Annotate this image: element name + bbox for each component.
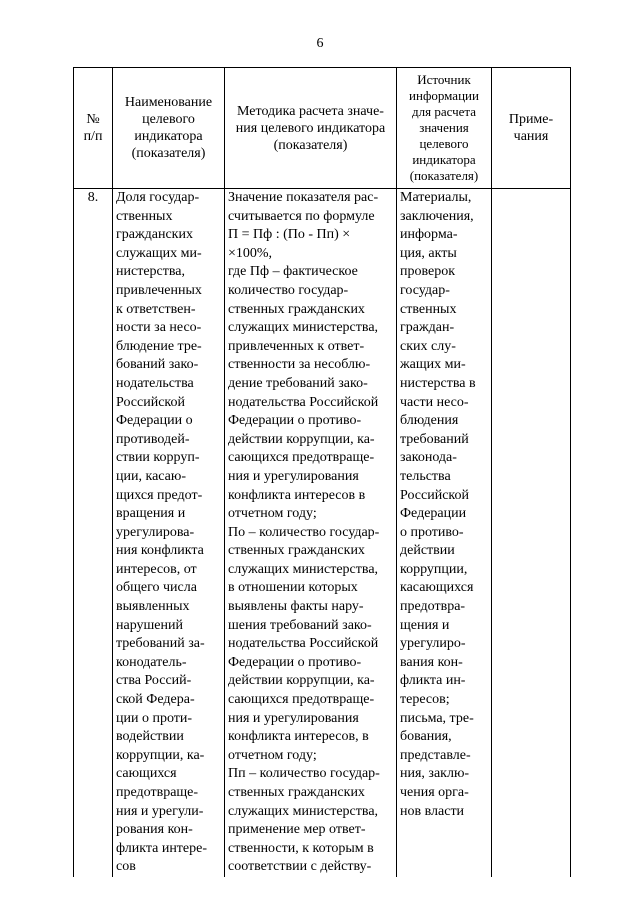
row-number-cell: 8. bbox=[74, 189, 113, 877]
header-notes: Приме- чания bbox=[492, 68, 571, 189]
table-row bbox=[74, 189, 571, 877]
page-number: 6 bbox=[316, 36, 324, 51]
calculation-method-cell: Значение показателя рас- считывается по формуле П = Пф : (По - Пп) × ×100%, где Пф – фактическое количество государ- ственных гражданских служащих министерства, привлеченных к ответ- ственности за несоблю- дение требований зако- нодательства Российской Федерации о противо- действии коррупции, ка- сающихся предотвраще- ния и урегулирования конфликта интересов в отчетном году; По – количество государ- ственных гражданских служащих министерства, в отношении которых выявлены факты нару- шения требований зако- нодательства Российской Федерации о противо- действии коррупции, ка- сающихся предотвраще- ния и урегулирования конфликта интересов, в отчетном году; Пп – количество государ- ственных гражданских служащих министерства, применение мер ответ- ственности, к которым в соответствии с действу- bbox=[225, 189, 397, 877]
information-source-cell: Материалы, заключения, информа- ция, акты проверок государ- ственных граждан- ских слу- жащих ми- нистерства в части несо- блюдения требований законода- тельства Российской Федерации о противо- действии коррупции, касающихся предотвра- щения и урегулиро- вания кон- фликта ин- тересов; письма, тре- бования, представле- ния, заклю- чения орга- нов власти bbox=[397, 189, 492, 877]
indicator-name-cell: Доля государ- ственных гражданских служащих ми- нистерства, привлеченных к ответствен- ности за несо- блюдение тре- бований зако- нодательства Российской Федерации о противодей- ствии корруп- ции, касаю- щихся предот- вращения и урегулирова- ния конфликта интересов, от общего числа выявленных нарушений требований за- конодатель- ства Россий- ской Федера- ции о проти- водействии коррупции, ка- сающихся предотвраще- ния и урегули- рования кон- фликта интере- сов bbox=[113, 189, 225, 877]
notes-cell bbox=[492, 189, 571, 877]
header-information-source: Источник информации для расчета значения целевого индикатора (показателя) bbox=[397, 68, 492, 189]
header-number: № п/п bbox=[74, 68, 113, 189]
indicator-table bbox=[73, 67, 571, 877]
table-header-row bbox=[74, 68, 571, 189]
header-calculation-method: Методика расчета значе- ния целевого индикатора (показателя) bbox=[225, 68, 397, 189]
header-indicator-name: Наименование целевого индикатора (показателя) bbox=[113, 68, 225, 189]
